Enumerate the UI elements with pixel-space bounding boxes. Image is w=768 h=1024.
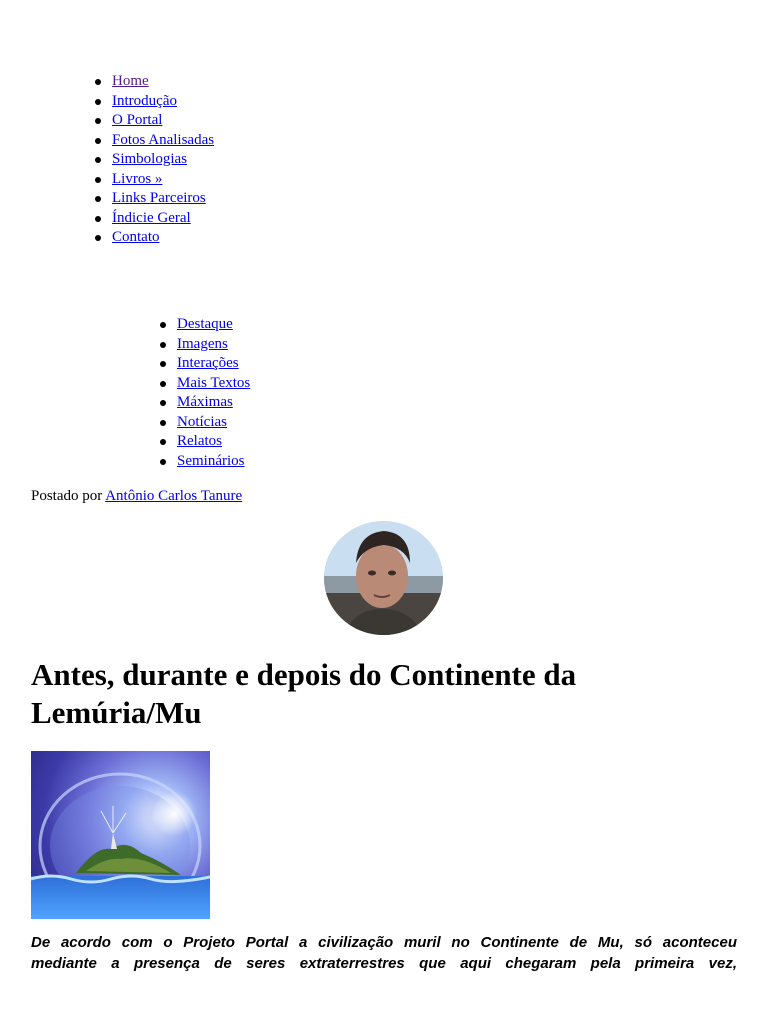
nav-link-o-portal[interactable]: O Portal	[112, 112, 163, 128]
nav-link-fotos-analisadas[interactable]: Fotos Analisadas	[112, 131, 215, 148]
author-portrait-image	[324, 521, 443, 635]
author-link[interactable]: Antônio Carlos Tanure	[105, 488, 243, 504]
category-link-seminarios[interactable]: Seminários	[177, 452, 245, 469]
nav-item-links-parceiros	[112, 189, 214, 209]
category-link-maximas[interactable]: Máximas	[177, 394, 233, 410]
post-excerpt	[31, 932, 737, 974]
category-item-noticias	[177, 413, 250, 433]
post-title: Antes, durante e depois do Continente da Lemúria/Mu	[31, 657, 577, 730]
category-item-mais-textos	[177, 374, 250, 394]
category-navigation	[177, 315, 250, 471]
post-featured-image[interactable]	[31, 751, 210, 919]
category-link-relatos[interactable]: Relatos	[177, 433, 222, 449]
nav-item-livros	[112, 170, 214, 190]
category-item-imagens	[177, 335, 250, 355]
post-byline	[31, 487, 242, 506]
post-excerpt-line-2: mediante a presença de seres extraterrestres que aqui chegaram pela primeira vez,	[31, 955, 737, 972]
category-link-interacoes[interactable]: Interações	[177, 355, 239, 371]
nav-link-introducao[interactable]: Introdução	[112, 92, 177, 109]
nav-item-o-portal	[112, 111, 214, 131]
nav-link-links-parceiros[interactable]: Links Parceiros	[112, 190, 206, 206]
lemuria-island-image	[31, 751, 210, 919]
category-item-seminarios	[177, 452, 250, 472]
nav-item-home	[112, 72, 214, 92]
nav-link-simbologias[interactable]: Simbologias	[112, 151, 188, 167]
nav-link-livros[interactable]: Livros »	[112, 170, 163, 187]
category-link-noticias[interactable]: Notícias	[177, 413, 227, 430]
nav-item-introducao	[112, 92, 214, 112]
category-item-interacoes	[177, 354, 250, 374]
category-item-relatos	[177, 432, 250, 452]
main-navigation	[112, 72, 214, 248]
nav-link-home[interactable]: Home	[112, 73, 149, 89]
nav-item-fotos-analisadas	[112, 131, 214, 151]
nav-item-simbologias	[112, 150, 214, 170]
nav-item-contato	[112, 228, 214, 248]
category-link-destaque[interactable]: Destaque	[177, 316, 233, 332]
category-link-imagens[interactable]: Imagens	[177, 335, 228, 352]
category-item-maximas	[177, 393, 250, 413]
posted-by-label: Postado por	[31, 488, 103, 504]
nav-link-contato[interactable]: Contato	[112, 229, 160, 245]
category-item-destaque	[177, 315, 250, 335]
category-link-mais-textos[interactable]: Mais Textos	[177, 374, 251, 391]
post-excerpt-line-1: De acordo com o Projeto Portal a civilização muril no Continente de Mu, só aconteceu	[31, 934, 737, 951]
nav-link-indicie-geral[interactable]: Índicie Geral	[112, 209, 191, 226]
nav-item-indicie-geral	[112, 209, 214, 229]
author-avatar	[324, 521, 443, 635]
